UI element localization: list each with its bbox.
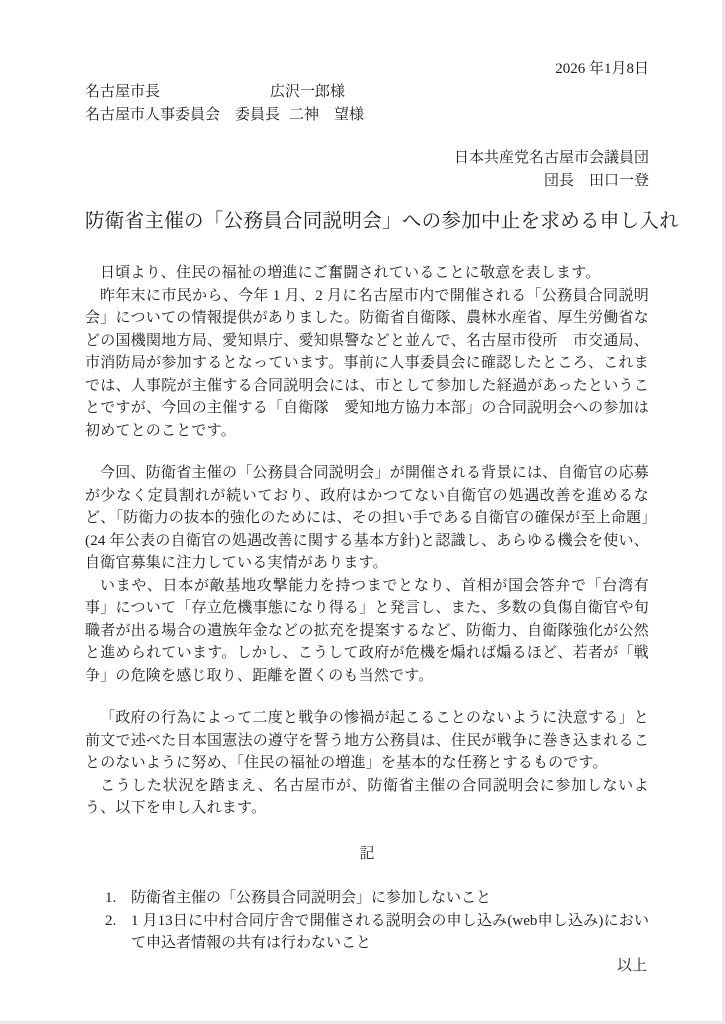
closing-marker: 以上 (616, 957, 647, 974)
body-paragraph: 「政府の行為によって二度と戦争の惨禍が起こることのないように決意する」と前文で述べた日本国憲法の遵守を誓う地方公務員は、住民が戦争に巻き込まれることのないように努め、「住民の福祉の増進」を基本的な任務とするものです。 (85, 710, 649, 771)
recipient-line-mayor (85, 81, 649, 104)
sender-organization: 日本共産党名古屋市会議員団 (453, 150, 649, 166)
sender-representative: 団長 田口一登 (543, 173, 649, 189)
document-title: 防衛省主催の「公務員合同説明会」への参加中止を求める申し入れ (85, 211, 679, 232)
document-body (85, 262, 649, 820)
recipient-office: 名古屋市人事委員会 委員長 (85, 107, 281, 123)
body-paragraph: 今回、防衛省主催の「公務員合同説明会」が開催される背景には、自衛官の応募が少なく定員割れが続いており、政府はかつてない自衛官の処遇改善を進めるなど、「防衛力の抜本的強化のためには、その担い手である自衛官の確保が至上命題」(24 年公表の自衛官の処遇改善に関する基本方針)と認識し、あらゆる機会を使い、自衛官募集に注力している実情があります。 (85, 465, 649, 571)
sender-block (85, 147, 649, 193)
record-heading: 記 (359, 845, 375, 862)
request-item (105, 910, 649, 955)
body-paragraph: こうした状況を踏まえ、名古屋市が、防衛省主催の合同説明会に参加しないよう、以下を申し入れます。 (85, 777, 649, 816)
item-number: 1. (105, 890, 117, 906)
body-paragraph: 日頃より、住民の福祉の増進にご奮闘されていることに敬意を表します。 (100, 265, 601, 281)
request-item-list (85, 887, 649, 955)
document-date: 2026 年1月8日 (555, 61, 649, 77)
body-paragraph: いまや、日本が敵基地攻撃能力を持つまでとなり、首相が国会答弁で「台湾有事」について「存立危機事態になり得る」と発言し、また、多数の負傷自衛官や旬職者が出る場合の遺族年金などの拡充を提案するなど、防衛力、自衛隊強化が公然と進められています。しかし、こうして政府が危機を煽れば煽るほど、若者が「戦争」の危険を感じ取り、距離を置くのも当然です。 (85, 577, 649, 684)
item-number: 2. (105, 912, 117, 929)
item-text: 1 月13日に中村合同庁舎で開催される説明会の申し込み(web申し込み)において申込者情報の共有は行わないこと (131, 912, 649, 951)
recipient-line-personnel-committee (85, 104, 649, 127)
recipient-office: 名古屋市長 (85, 84, 161, 100)
body-paragraph: 昨年末に市民から、今年 1 月、2 月に名古屋市内で開催される「公務員合同説明会」についての情報提供がありました。防衛省自衛隊、農林水産省、厚生労働省などの国機関地方局、愛知県庁、愛知県警などと並んで、名古屋市役所 市交通局、市消防局が参加するとなっています。事前に人事委員会に確認したところ、これまでは、人事院が主催する合同説明会には、市として参加した経過があったということですが、今回の主催する「自衛隊 愛知地方協力本部」の合同説明会への参加は初めてとのことです。 (85, 287, 649, 439)
recipient-name: 二神 望様 (289, 107, 365, 123)
recipient-name: 広沢一郎様 (270, 84, 346, 100)
request-item (105, 887, 649, 910)
item-text: 防衛省主催の「公務員合同説明会」に参加しないこと (131, 890, 492, 906)
